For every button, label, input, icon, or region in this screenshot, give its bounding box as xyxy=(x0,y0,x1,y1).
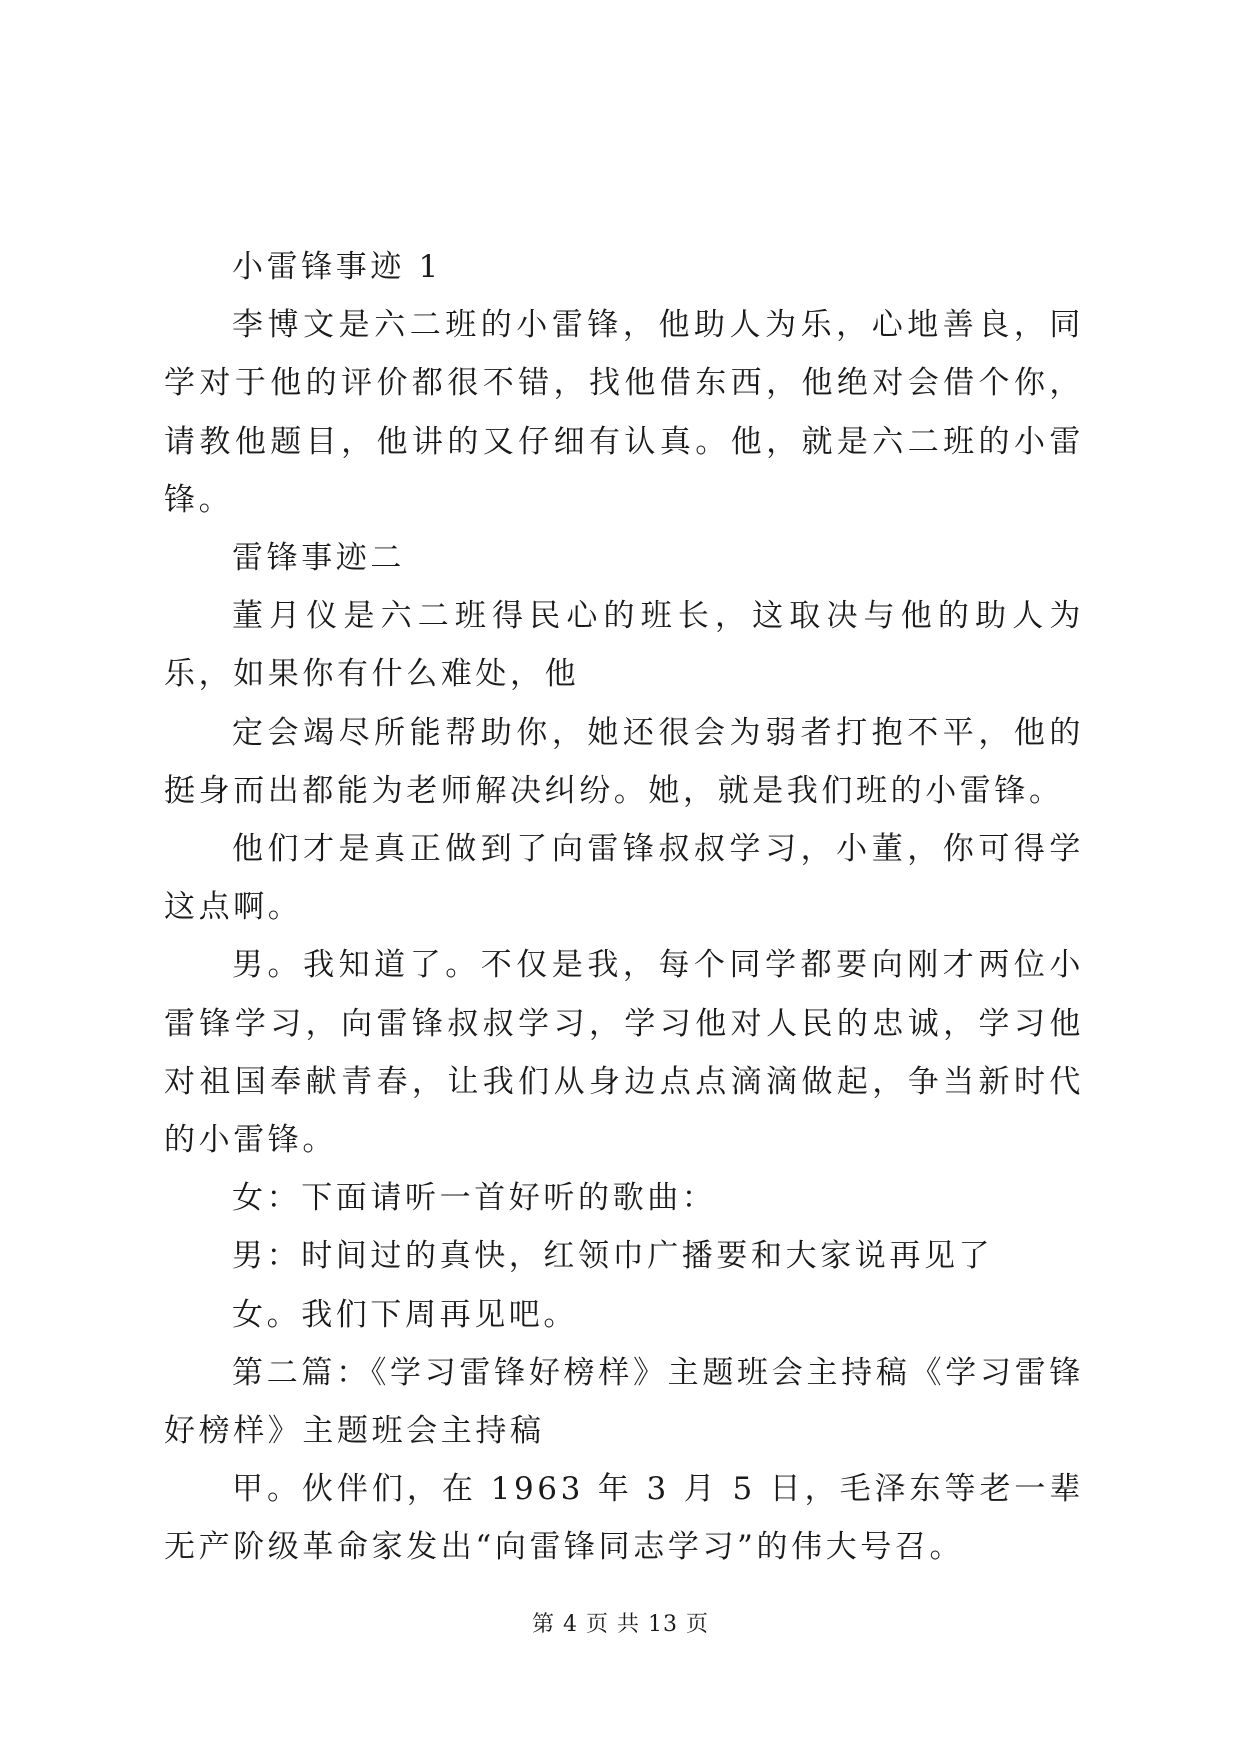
document-body xyxy=(164,238,1084,1577)
paragraph: 他们才是真正做到了向雷锋叔叔学习，小董，你可得学这点啊。 xyxy=(164,831,1084,926)
paragraph: 甲。伙伴们，在 1963 年 3 月 5 日，毛泽东等老一辈无产阶级革命家发出“向雷锋同志学习”的伟大号召。 xyxy=(164,1471,1084,1566)
paragraph: 李博文是六二班的小雷锋，他助人为乐，心地善良，同学对于他的评价都很不错，找他借东西，他绝对会借个你，请教他题目，他讲的又仔细有认真。他，就是六二班的小雷锋。 xyxy=(164,307,1084,518)
paragraph: 女。我们下周再见吧。 xyxy=(232,1296,578,1333)
paragraph: 女：下面请听一首好听的歌曲： xyxy=(232,1180,717,1217)
paragraph: 董月仪是六二班得民心的班长，这取决与他的助人为乐，如果你有什么难处，他 xyxy=(164,598,1084,693)
paragraph: 男。我知道了。不仅是我，每个同学都要向刚才两位小雷锋学习，向雷锋叔叔学习，学习他对人民的忠诚，学习他对祖国奉献青春，让我们从身边点点滴滴做起，争当新时代的小雷锋。 xyxy=(164,947,1084,1159)
paragraph: 男：时间过的真快，红领巾广播要和大家说再见了 xyxy=(232,1238,994,1275)
paragraph-heading-2: 雷锋事迹二 xyxy=(232,540,405,577)
paragraph-heading-1: 小雷锋事迹 1 xyxy=(232,249,442,285)
paragraph: 定会竭尽所能帮助你，她还很会为弱者打抱不平，他的挺身而出都能为老师解决纠纷。她，就是我们班的小雷锋。 xyxy=(164,714,1084,809)
page-footer: 第 4 页 共 13 页 xyxy=(532,1612,709,1637)
paragraph-section-title: 第二篇：《学习雷锋好榜样》主题班会主持稿《学习雷锋好榜样》主题班会主持稿 xyxy=(164,1354,1084,1450)
